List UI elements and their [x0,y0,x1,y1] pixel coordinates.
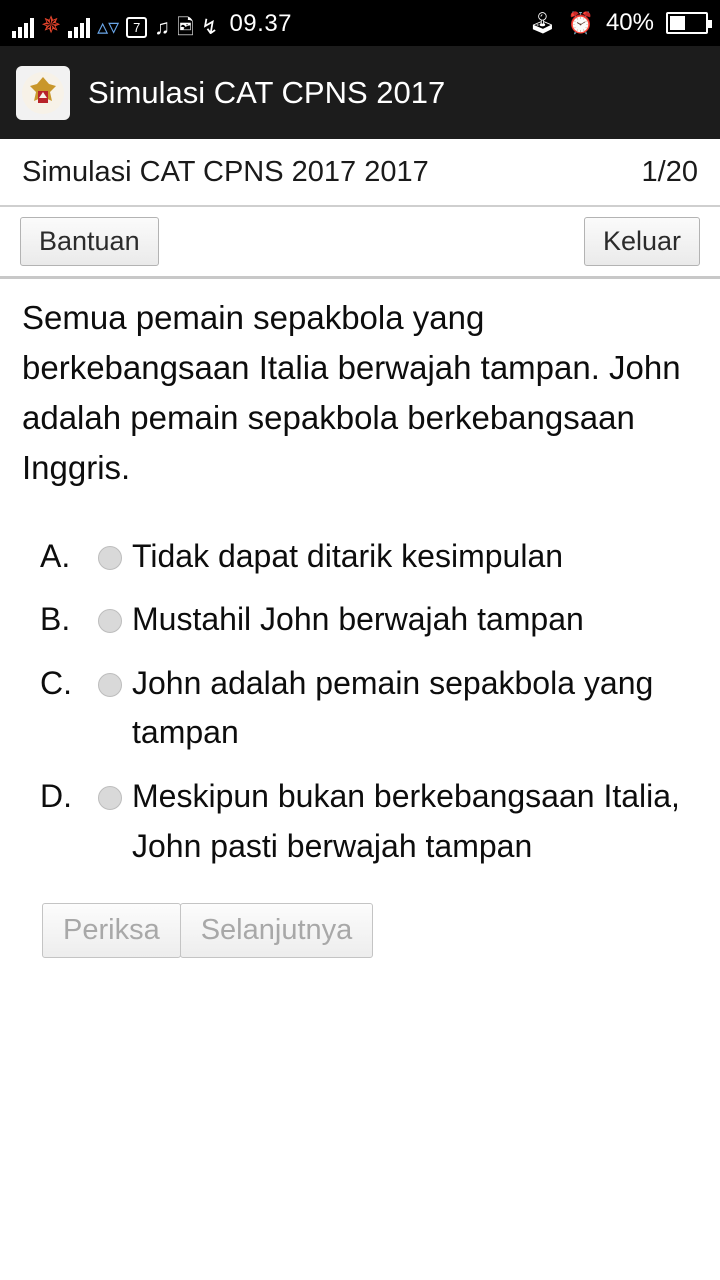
garuda-emblem-icon [16,66,70,120]
activity-colored-icon: ▵▿ [97,14,120,39]
option-letter: A. [40,537,71,574]
quiz-header [0,139,720,207]
quiz-content [0,279,720,958]
app-title: Simulasi CAT CPNS 2017 [88,74,446,110]
status-bar [0,0,720,46]
option-c[interactable] [40,659,698,758]
check-button[interactable]: Periksa [42,903,181,958]
status-bar-left-icons [12,8,529,38]
signal-bars-2-icon [68,16,90,38]
quiz-action-buttons [22,885,698,958]
option-letter: B. [40,601,71,638]
option-a[interactable] [40,532,698,582]
bluetooth-icon: 🕹 [529,11,556,35]
option-b[interactable] [40,595,698,645]
alarm-icon: ⏰ [567,11,594,35]
next-button[interactable]: Selanjutnya [180,903,374,958]
radio-button-icon[interactable] [98,786,122,810]
question-text: Semua pemain sepakbola yang berkebangsaan Italia berwajah tampan. John adalah pemain sepakbola berkebangsaan Inggris. [22,299,681,487]
image-icon: 🖻 [176,16,194,39]
question-counter: 1/20 [641,155,698,188]
app-action-bar [0,46,720,139]
calendar-icon: 7 [126,17,147,38]
radio-button-icon[interactable] [98,609,122,633]
option-label: Meskipun bukan berkebangsaan Italia, John pasti berwajah tampan [132,778,680,864]
music-note-icon: ♫ [154,16,170,39]
option-label: Tidak dapat ditarik kesimpulan [132,537,564,574]
option-label: John adalah pemain sepakbola yang tampan [132,664,654,751]
signal-bars-icon [12,16,34,38]
battery-icon [666,12,708,34]
asterisk-colored-icon: ✵ [41,12,62,39]
battery-percent-label: 40% [605,9,654,36]
answer-options [22,532,698,872]
usb-icon: ↯ [200,16,219,39]
status-bar-right-icons [529,9,708,37]
option-letter: C. [40,664,72,701]
option-label: Mustahil John berwajah tampan [132,601,584,638]
quiz-title: Simulasi CAT CPNS 2017 2017 [22,155,429,188]
exit-button[interactable]: Keluar [584,217,700,266]
option-letter: D. [40,778,72,814]
radio-button-icon[interactable] [98,546,122,570]
radio-button-icon[interactable] [98,673,122,697]
option-d[interactable] [40,772,698,871]
help-button[interactable]: Bantuan [20,217,159,266]
quiz-toolbar [0,207,720,279]
status-clock: 09.37 [229,10,293,37]
